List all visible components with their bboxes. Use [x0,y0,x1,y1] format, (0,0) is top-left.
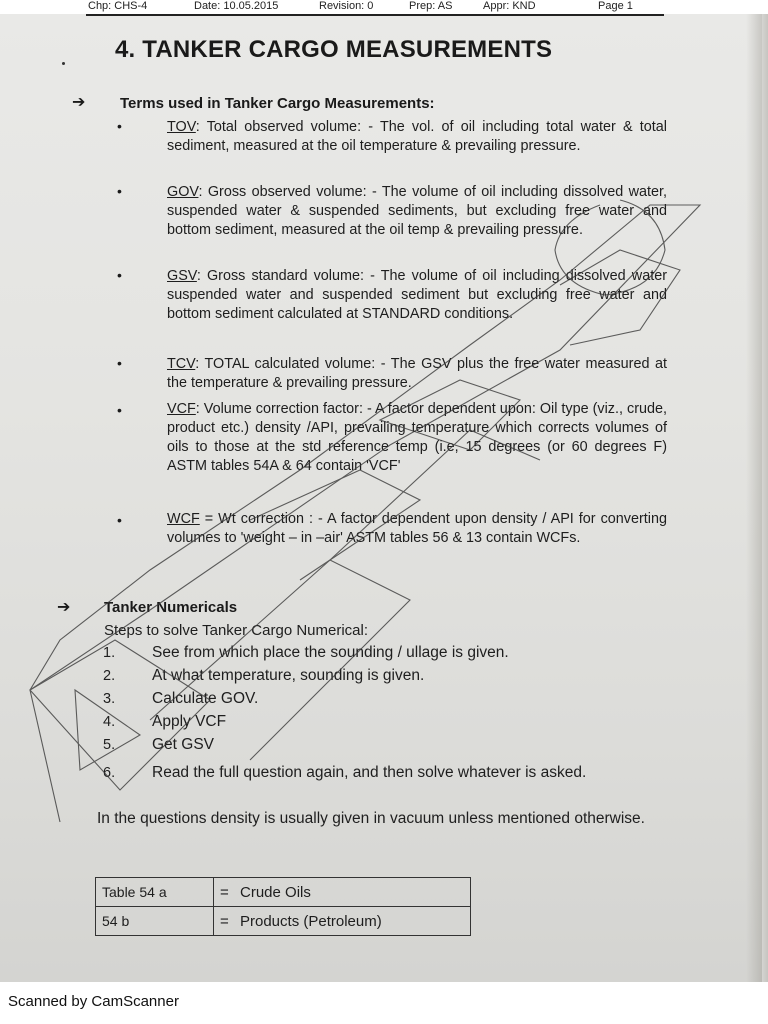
step-text: See from which place the sounding / ullage is given. [152,644,509,661]
section-heading-terms: Terms used in Tanker Cargo Measurements: [120,95,435,112]
bullet-icon: • [117,355,122,371]
step-text: Calculate GOV. [152,690,259,707]
reference-table [95,877,471,936]
term-definition: : Gross observed volume: - The volume of oil including dissolved water, suspended water & suspended sediments, but excluding free water and bottom sediment, measured at the oil temp & prevailing pressure. [167,184,667,238]
table-value-text: Products (Petroleum) [240,912,382,930]
scanner-footer: Scanned by CamScanner [8,993,179,1010]
term-definition: = Wt correction : - A factor dependent upon density / API for converting volumes to 'weight – in –air' ASTM tables 56 & 13 contain WCFs. [167,511,667,546]
page-edge-shadow [746,14,768,982]
step-number: 2. [103,668,116,684]
arrow-bullet-icon: ➔ [57,599,71,616]
ink-dot [62,62,65,65]
table-cell-value [214,878,471,907]
term-abbr: WCF [167,511,200,527]
table-row [96,878,471,907]
step-text: Apply VCF [152,713,227,730]
term-abbr: GSV [167,268,197,284]
arrow-bullet-icon: ➔ [72,94,86,111]
bullet-icon: • [117,512,122,528]
document-header [86,0,664,16]
bullet-icon: • [117,267,122,283]
table-value-text: Crude Oils [240,883,311,901]
header-chapter: Chp: CHS-4 [88,0,148,12]
term-item-tcv [167,355,667,393]
term-definition: : Gross standard volume: - The volume of oil including dissolved water suspended water and suspended sediment but excluding free water and bottom sediment calculated at STANDARD conditions. [167,268,667,322]
step-text: At what temperature, sounding is given. [152,667,425,684]
equals-sign: = [220,883,229,901]
step-number: 4. [103,714,116,730]
table-cell-key: 54 b [96,907,214,936]
term-abbr: TCV [167,356,196,372]
term-item-wcf [167,510,667,548]
header-date: Date: 10.05.2015 [194,0,279,12]
term-definition: : Volume correction factor: - A factor dependent upon: Oil type (viz., crude, product etc.) density /API, prevailing temperature which corrects volumes of oils to those at the std reference temp (i.e, 15 degrees (or 60 degrees F) ASTM tables 54A & 64 contain 'VCF' [167,401,667,474]
term-item-gov [167,183,667,240]
term-item-gsv [167,267,667,324]
step-text: Get GSV [152,736,215,753]
equals-sign: = [220,912,229,930]
term-definition: : TOTAL calculated volume: - The GSV plus the free water measured at the temperature & prevailing pressure. [167,356,667,391]
term-abbr: GOV [167,184,199,200]
page-title: 4. TANKER CARGO MEASUREMENTS [115,36,553,63]
header-prep: Prep: AS [409,0,453,12]
table-row [96,907,471,936]
term-definition: : Total observed volume: - The vol. of oil including total water & total sediment, measured at the oil temperature & prevailing pressure. [167,119,667,154]
step-text: Read the full question again, and then solve whatever is asked. [152,764,587,781]
header-page: Page 1 [598,0,633,12]
table-cell-key: Table 54 a [96,878,214,907]
header-appr: Appr: KND [483,0,536,12]
term-item-vcf [167,400,667,476]
term-abbr: TOV [167,119,196,135]
step-number: 3. [103,691,116,707]
table-cell-value [214,907,471,936]
step-number: 6. [103,765,116,781]
section-heading-numericals: Tanker Numericals [104,599,238,616]
step-number: 5. [103,737,116,753]
scanned-page [0,14,762,982]
term-item-tov [167,118,667,156]
step-number: 1. [103,645,116,661]
term-abbr: VCF [167,401,196,417]
bullet-icon: • [117,402,122,418]
bullet-icon: • [117,118,122,134]
bullet-icon: • [117,183,122,199]
steps-intro: Steps to solve Tanker Cargo Numerical: [104,622,369,639]
header-revision: Revision: 0 [319,0,374,12]
density-note: In the questions density is usually given in vacuum unless mentioned otherwise. [97,810,645,827]
